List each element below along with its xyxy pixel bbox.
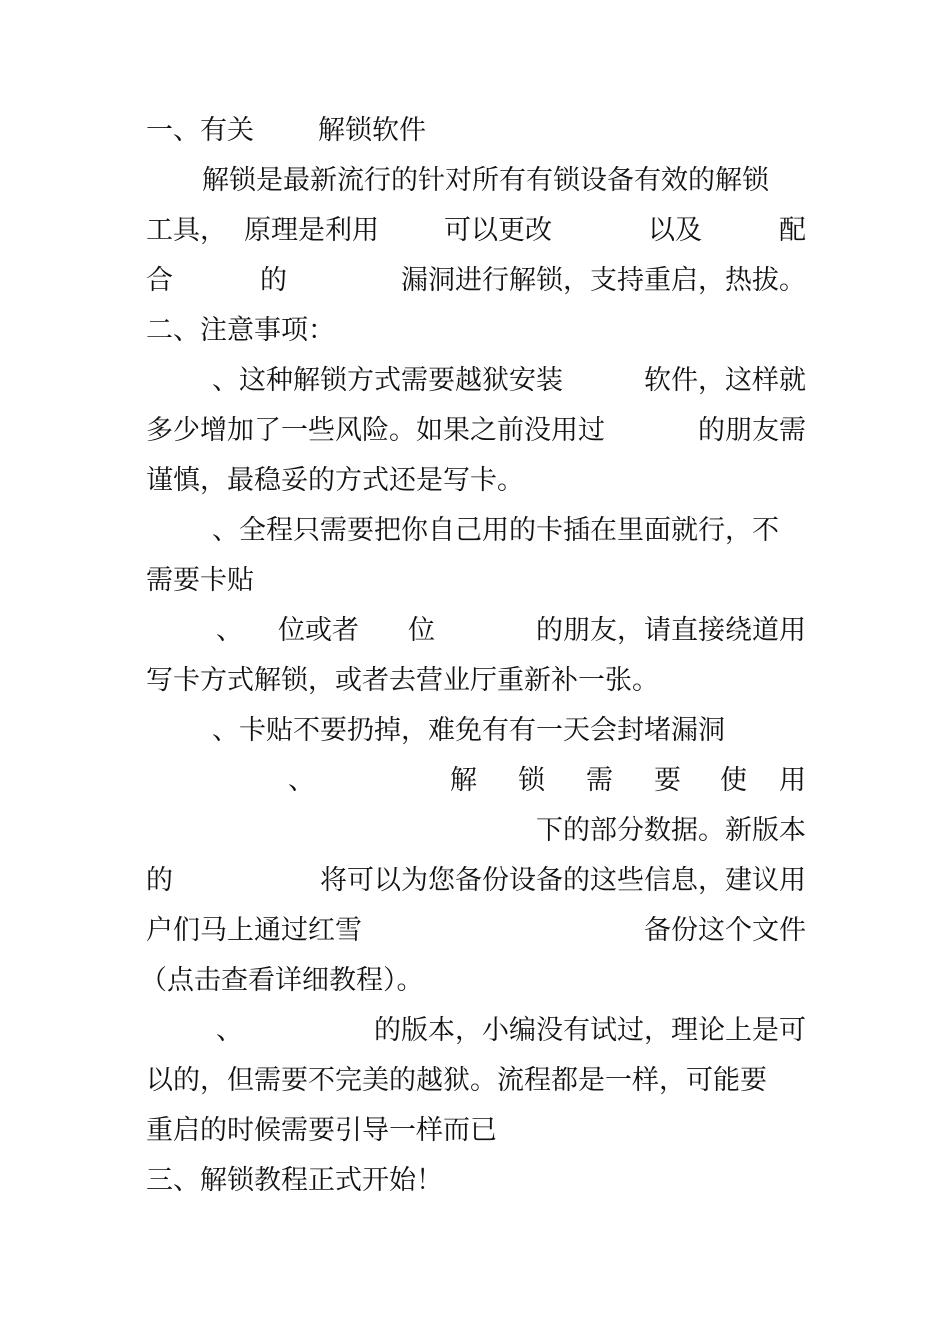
text-segment: （点击查看详细教程）。 [140, 965, 424, 996]
paragraph-line [146, 761, 806, 801]
text-segment: 解锁是最新流行的针对所有有锁设备有效的解锁 [202, 165, 769, 196]
text-segment: 可以更改 [444, 215, 552, 246]
text-segment: 一、有关 [146, 115, 254, 146]
text-segment: 的 [260, 265, 287, 296]
text-segment: 锁 [518, 765, 545, 796]
text-segment: 二、注意事项： [146, 315, 335, 346]
text-segment: 解 [450, 765, 477, 796]
paragraph-line [146, 1061, 806, 1101]
text-segment: 漏洞进行解锁，支持重启，热拔。 [401, 265, 806, 296]
text-segment: 、 [288, 765, 315, 796]
text-segment: 以及 [648, 215, 702, 246]
paragraph-line [146, 911, 806, 951]
text-segment: 要 [654, 765, 681, 796]
paragraph-line [146, 211, 806, 251]
heading-notes [146, 311, 806, 351]
text-segment: 、全程只需要把你自己用的卡插在里面就行，不 [212, 515, 779, 546]
text-segment: 解锁软件 [318, 115, 426, 146]
text-segment: 重启的时候需要引导一样而已 [146, 1115, 497, 1146]
text-segment: 工具， [146, 215, 227, 246]
paragraph-line [146, 361, 806, 401]
paragraph-line [146, 511, 806, 551]
paragraph-line [146, 811, 806, 851]
paragraph-line [146, 261, 806, 301]
text-segment: 用 [779, 765, 806, 796]
text-segment: 以的，但需要不完美的越狱。流程都是一样，可能要 [146, 1065, 767, 1096]
text-segment: 户们马上通过红雪 [146, 915, 362, 946]
text-segment: 备份这个文件 [644, 915, 806, 946]
text-segment: 位 [408, 615, 435, 646]
paragraph-line [146, 1111, 806, 1151]
heading-tutorial-start [146, 1161, 806, 1201]
text-segment: 三、解锁教程正式开始！ [146, 1165, 443, 1196]
paragraph-line [146, 461, 806, 501]
text-segment: 软件，这样就 [644, 365, 806, 396]
text-segment: 原理是利用 [244, 215, 379, 246]
paragraph-line [146, 661, 806, 701]
paragraph-line [146, 861, 806, 901]
paragraph-line [146, 711, 806, 751]
text-segment: 、 [216, 1015, 243, 1046]
text-segment: 的朋友需 [698, 415, 806, 446]
heading-unlock-software [146, 111, 806, 151]
text-segment: 、 [216, 615, 243, 646]
text-segment: 的版本，小编没有试过，理论上是可 [374, 1015, 806, 1046]
paragraph-line [146, 161, 806, 201]
text-segment: 需 [586, 765, 613, 796]
paragraph-line [146, 561, 806, 601]
text-segment: 、卡贴不要扔掉，难免有有一天会封堵漏洞 [212, 715, 725, 746]
text-segment: 需要卡贴 [146, 565, 254, 596]
text-segment: 下的部分数据。新版本 [536, 815, 806, 846]
text-segment: 将可以为您备份设备的这些信息，建议用 [320, 865, 806, 896]
text-segment: 位或者 [278, 615, 359, 646]
text-segment: 的 [146, 865, 173, 896]
text-segment: 配 [779, 215, 806, 246]
paragraph-line [146, 1011, 806, 1051]
text-segment: 多少增加了一些风险。如果之前没用过 [146, 415, 605, 446]
text-segment: 、这种解锁方式需要越狱安装 [212, 365, 563, 396]
text-segment: 使 [720, 765, 747, 796]
paragraph-line [140, 961, 806, 1001]
paragraph-line [146, 611, 806, 651]
text-segment: 的朋友，请直接绕道用 [536, 615, 806, 646]
text-segment: 合 [146, 265, 173, 296]
text-segment: 写卡方式解锁，或者去营业厅重新补一张。 [146, 665, 659, 696]
paragraph-line [146, 411, 806, 451]
text-segment: 谨慎，最稳妥的方式还是写卡。 [146, 465, 524, 496]
